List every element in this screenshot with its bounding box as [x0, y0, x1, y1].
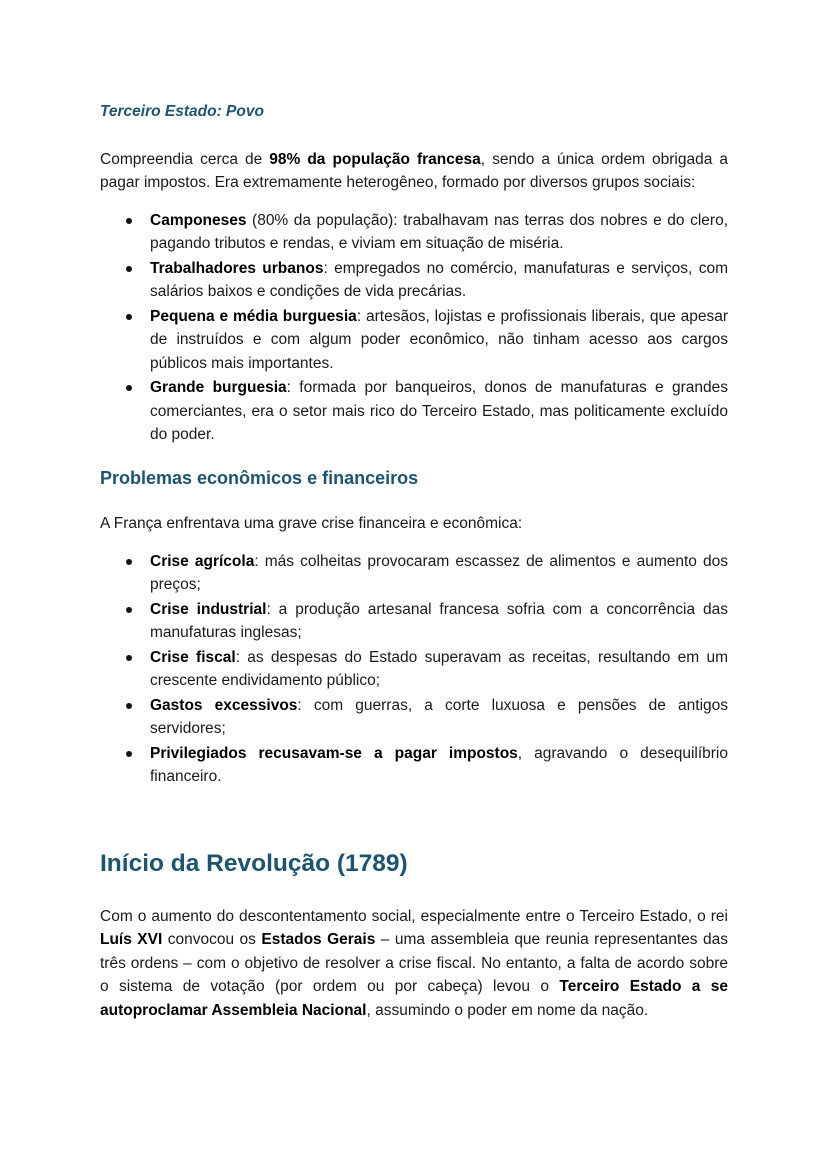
list-item-term: Crise industrial	[150, 600, 267, 618]
list-item	[150, 305, 728, 376]
list-item	[150, 742, 728, 789]
paragraph-text: Com o aumento do descontentamento social, especialmente entre o Terceiro Estado, o rei	[100, 907, 728, 925]
paragraph-bold: Estados Gerais	[261, 931, 376, 948]
intro-text: Compreendia cerca de	[100, 150, 270, 168]
list-item-text: : com guerras, a corte luxuosa e pensões de antigos servidores;	[150, 696, 729, 737]
list-item-term: Gastos excessivos	[150, 696, 298, 714]
list-item-term: Trabalhadores urbanos	[150, 259, 324, 277]
third-estate-intro	[100, 148, 728, 195]
list-item-term: Pequena e média burguesia	[150, 307, 357, 325]
list-item	[150, 376, 728, 447]
paragraph-bold: Luís XVI	[100, 931, 163, 948]
list-item	[150, 209, 728, 256]
list-item-term: Crise fiscal	[150, 648, 236, 666]
problems-list	[100, 550, 728, 789]
list-item-text: : formada por banqueiros, donos de manufaturas e grandes comerciantes, era o setor mais rico do Terceiro Estado, mas politicamente excluído do poder.	[150, 379, 728, 443]
revolution-heading: Início da Revolução (1789)	[100, 849, 408, 877]
list-item-text: : as despesas do Estado superavam as receitas, resultando em um crescente endividamento público;	[150, 648, 728, 689]
document-content	[100, 100, 728, 1022]
list-item-term: Privilegiados recusavam-se a pagar impostos	[150, 744, 518, 762]
paragraph-text: convocou os	[162, 931, 262, 948]
revolution-paragraph	[100, 905, 728, 1023]
list-item-term: Camponeses	[150, 211, 247, 229]
list-item	[150, 550, 728, 597]
intro-text: , sendo a única ordem obrigada a pagar impostos. Era extremamente heterogêneo, formado por diversos grupos sociais:	[100, 150, 728, 191]
list-item-term: Grande burguesia	[150, 379, 287, 396]
problems-heading: Problemas econômicos e financeiros	[100, 467, 419, 488]
paragraph-text: , assumindo o poder em nome da nação.	[366, 1001, 649, 1019]
list-item-term: Crise agrícola	[150, 552, 255, 570]
paragraph-text: – uma assembleia que reunia representantes das três ordens – com o objetivo de resolver a crise fiscal. No entanto, a falta de acordo sobre o sistema de votação (por ordem ou por cabeça) levou o	[100, 931, 728, 995]
list-item-text: (80% da população): trabalhavam nas terras dos nobres e do clero, pagando tributos e rendas, e viviam em situação de miséria.	[150, 211, 728, 252]
intro-bold: 98% da população francesa	[269, 150, 481, 168]
paragraph-bold: Terceiro Estado a se autoproclamar Assembleia Nacional	[100, 978, 728, 1019]
list-item-text: : a produção artesanal francesa sofria com a concorrência das manufaturas inglesas;	[150, 600, 728, 641]
problems-intro: A França enfrentava uma grave crise financeira e econômica:	[100, 515, 523, 532]
list-item-text: : artesãos, lojistas e profissionais liberais, que apesar de instruídos e com algum poder econômico, não tinham acesso aos cargos públicos mais importantes.	[150, 307, 728, 372]
list-item-text: : empregados no comércio, manufaturas e serviços, com salários baixos e condições de vida precárias.	[150, 259, 728, 300]
social-groups-list	[100, 209, 728, 447]
list-item-text: , agravando o desequilíbrio financeiro.	[150, 744, 728, 785]
list-item	[150, 694, 728, 741]
list-item	[150, 257, 728, 304]
third-estate-heading: Terceiro Estado: Povo	[100, 103, 264, 120]
list-item	[150, 598, 728, 645]
list-item	[150, 646, 728, 693]
list-item-text: : más colheitas provocaram escassez de alimentos e aumento dos preços;	[150, 552, 728, 593]
